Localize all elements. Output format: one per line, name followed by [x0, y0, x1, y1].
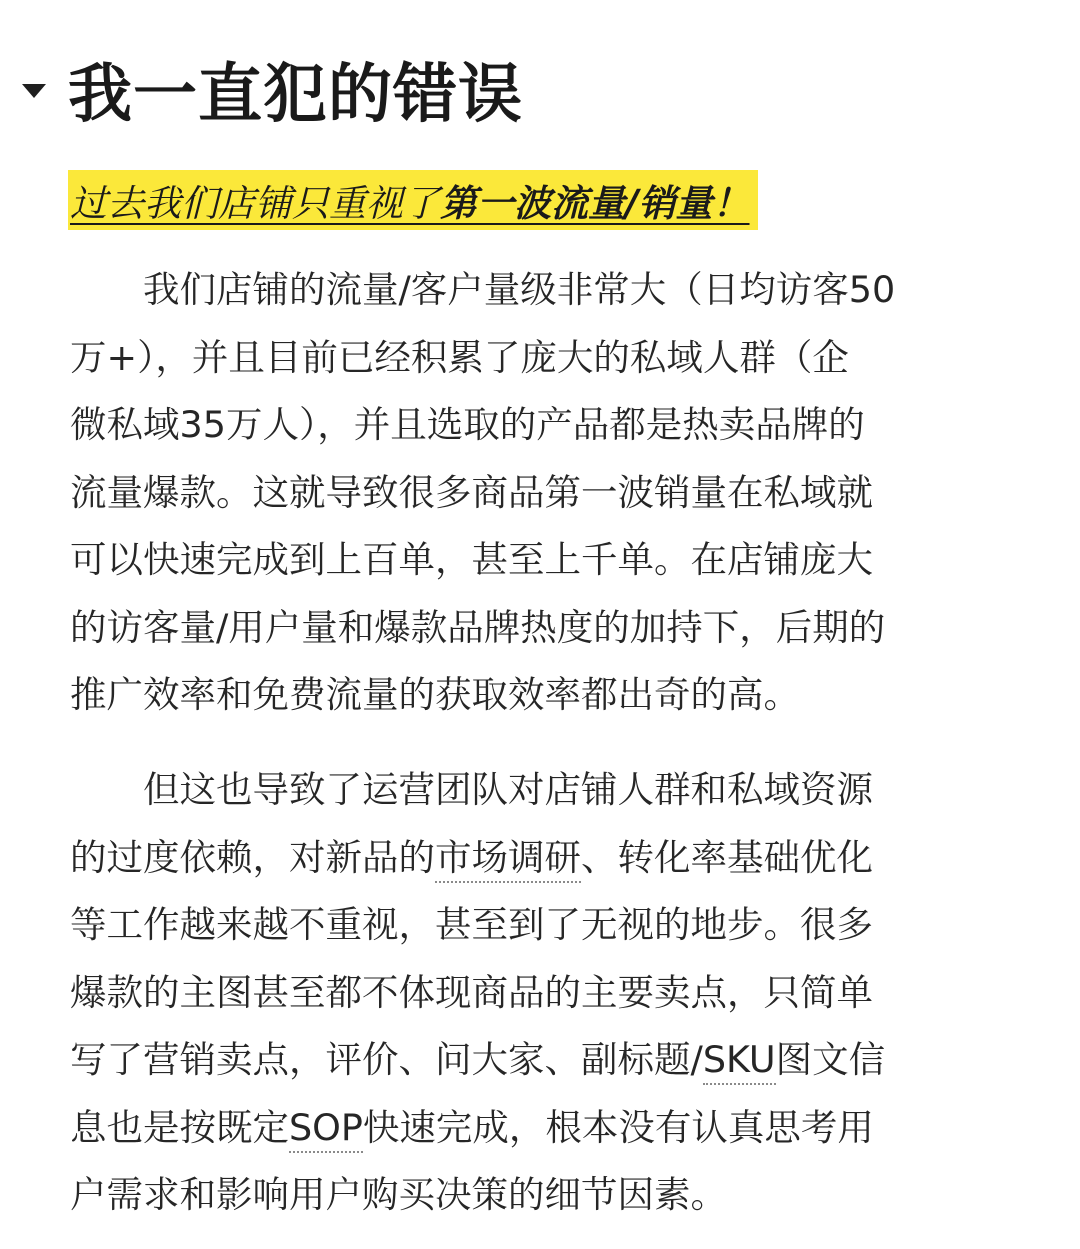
heading-title: 我一直犯的错误 — [68, 58, 523, 132]
text-segment: 的过度依赖，对新品的 — [70, 835, 435, 879]
paragraph-line: 我们店铺的流量/客户量级非常大（日均访客50 — [143, 268, 896, 311]
paragraph-line: 等工作越来越不重视，甚至到了无视的地步。很多 — [70, 903, 873, 946]
paragraph-line: 爆款的主图甚至都不体现商品的主要卖点，只简单 — [70, 970, 873, 1014]
paragraph-line — [70, 1094, 1015, 1162]
paragraph-line: 的访客量/用户量和爆款品牌热度的加持下，后期的 — [70, 605, 886, 649]
paragraph-line: 可以快速完成到上百单，甚至上千单。在店铺庞大 — [70, 538, 873, 581]
paragraph-line — [70, 1026, 1015, 1094]
paragraph-line: 流量爆款。这就导致很多商品第一波销量在私域就 — [70, 470, 873, 514]
paragraph-line — [70, 824, 1015, 892]
callout-bold-text: 第一波流量/销量！ — [440, 182, 750, 225]
paragraph-line: 微私域35万人），并且选取的产品都是热卖品牌的 — [70, 403, 865, 446]
market-research-link[interactable]: 市场调研 — [435, 836, 581, 883]
text-segment: 写了营销卖点，评价、问大家、副标题/ — [70, 1038, 703, 1081]
collapse-triangle-icon[interactable] — [22, 84, 46, 98]
text-segment: 息也是按既定 — [70, 1105, 289, 1149]
paragraph-line: 推广效率和免费流量的获取效率都出奇的高。 — [70, 673, 800, 716]
paragraph-line: 万+），并且目前已经积累了庞大的私域人群（企 — [70, 335, 849, 379]
paragraph-line: 户需求和影响用户购买决策的细节因素。 — [70, 1173, 727, 1216]
callout-text: 过去我们店铺只重视了 — [70, 182, 440, 225]
text-segment: 、转化率基础优化 — [581, 835, 873, 879]
sku-link[interactable]: SKU — [703, 1038, 776, 1085]
highlighted-callout — [68, 170, 758, 230]
section-heading — [22, 46, 523, 132]
text-segment: 快速完成，根本没有认真思考用 — [362, 1105, 874, 1149]
text-segment: 图文信 — [775, 1038, 886, 1081]
paragraph-line: 但这也导致了运营团队对店铺人群和私域资源 — [143, 768, 873, 811]
paragraph-dependency — [70, 756, 1015, 1229]
paragraph-traffic — [70, 256, 1015, 729]
sop-link[interactable]: SOP — [289, 1106, 363, 1153]
